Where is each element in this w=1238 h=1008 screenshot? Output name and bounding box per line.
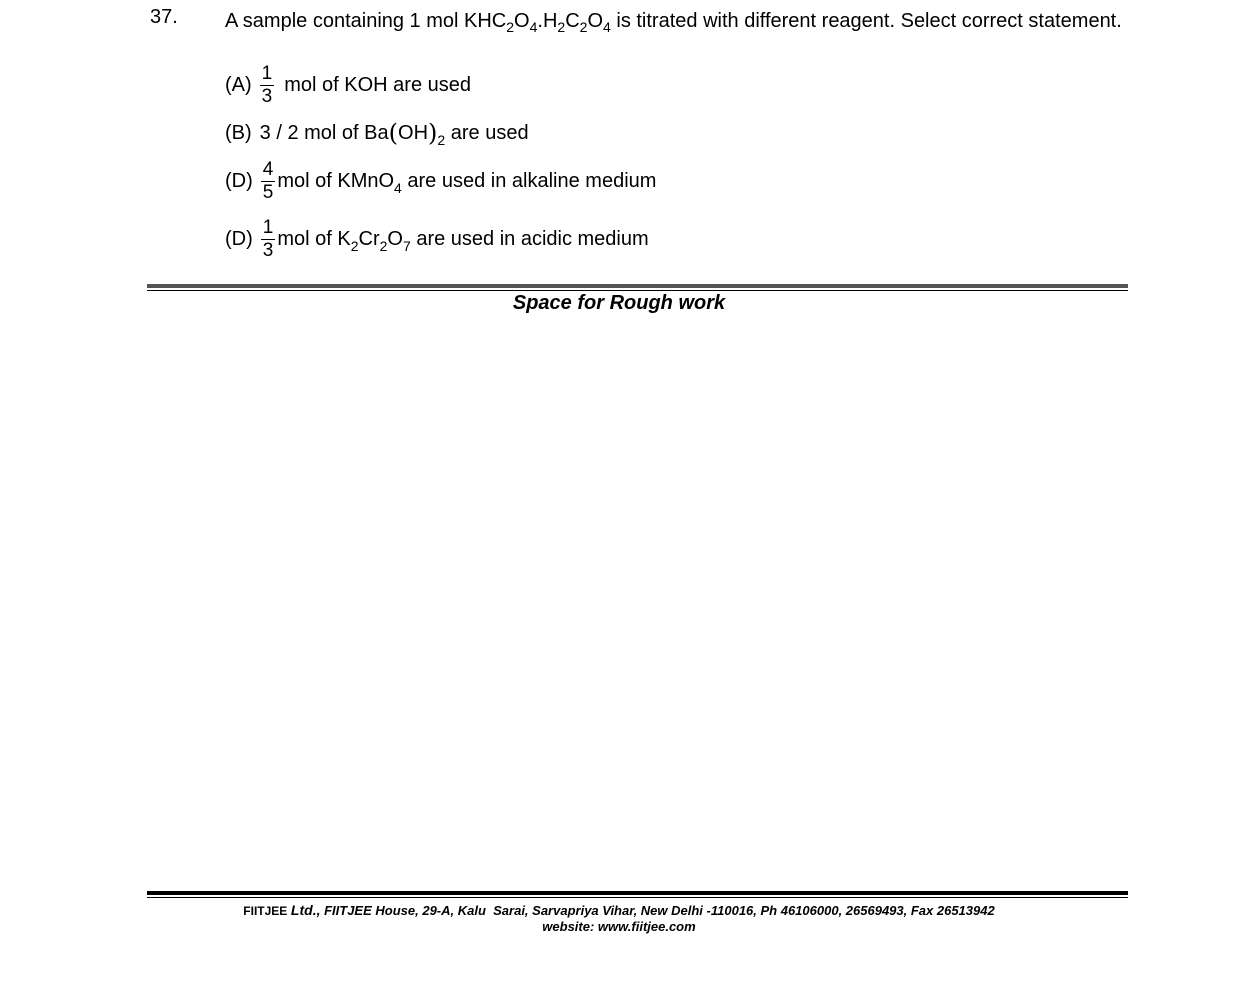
question-number: 37. xyxy=(150,6,178,28)
option-label: (D) xyxy=(225,170,253,192)
option-b: (B) 3 / 2 mol of Ba ( OH ) 2 are used xyxy=(225,119,529,148)
footer-website: website: www.fiitjee.com xyxy=(542,919,696,934)
option-c: (D) $\frac{4}{5}$ mol of KMnO 4 are used in alkaline medium xyxy=(225,159,657,203)
option-label: (D) xyxy=(225,228,253,250)
option-label: (B) xyxy=(225,121,252,144)
divider-thick xyxy=(147,284,1128,288)
option-text: mol of KOH are used xyxy=(284,74,471,96)
option-a xyxy=(225,64,471,107)
footer-divider-thick xyxy=(147,891,1128,895)
footer-address-line: FIITJEE Ltd., FIITJEE House, 29-A, Kalu Sarai, Sarvapriya Vihar, New Delhi -110016, Ph 46106000, 26569493, Fax 26513942 xyxy=(243,902,995,918)
rough-work-heading: Space for Rough work xyxy=(512,292,726,314)
option-d: (D) $\frac{1}{3}$ mol of K 2 Cr 2 O 7 are used in acidic medium xyxy=(225,217,649,261)
footer xyxy=(0,903,1238,934)
fraction: $\frac{4}{5}$ xyxy=(262,159,274,203)
option-text: are used in acidic medium xyxy=(410,228,649,250)
footer-divider-thin xyxy=(147,897,1128,898)
option-text: are used xyxy=(445,121,529,144)
option-label: (A) xyxy=(225,74,252,96)
question-text: A sample containing 1 mol $KHC_2O_4.H_2C_2O_4$ is titrated with different reagent. Select correct statement. xyxy=(225,10,1122,35)
footer-address: FIITJEE House, 29-A, Kalu Sarai, Sarvapriya Vihar, New Delhi -110016, Ph 46106000, 26569493, Fax 26513942 xyxy=(324,903,995,918)
footer-brand: FIITJEE xyxy=(243,904,288,918)
option-text: are used in alkaline medium xyxy=(401,170,657,192)
divider-thin xyxy=(147,290,1128,291)
fraction: $\frac{1}{3}$ xyxy=(261,63,273,107)
fraction: $\frac{1}{3}$ xyxy=(262,217,274,261)
